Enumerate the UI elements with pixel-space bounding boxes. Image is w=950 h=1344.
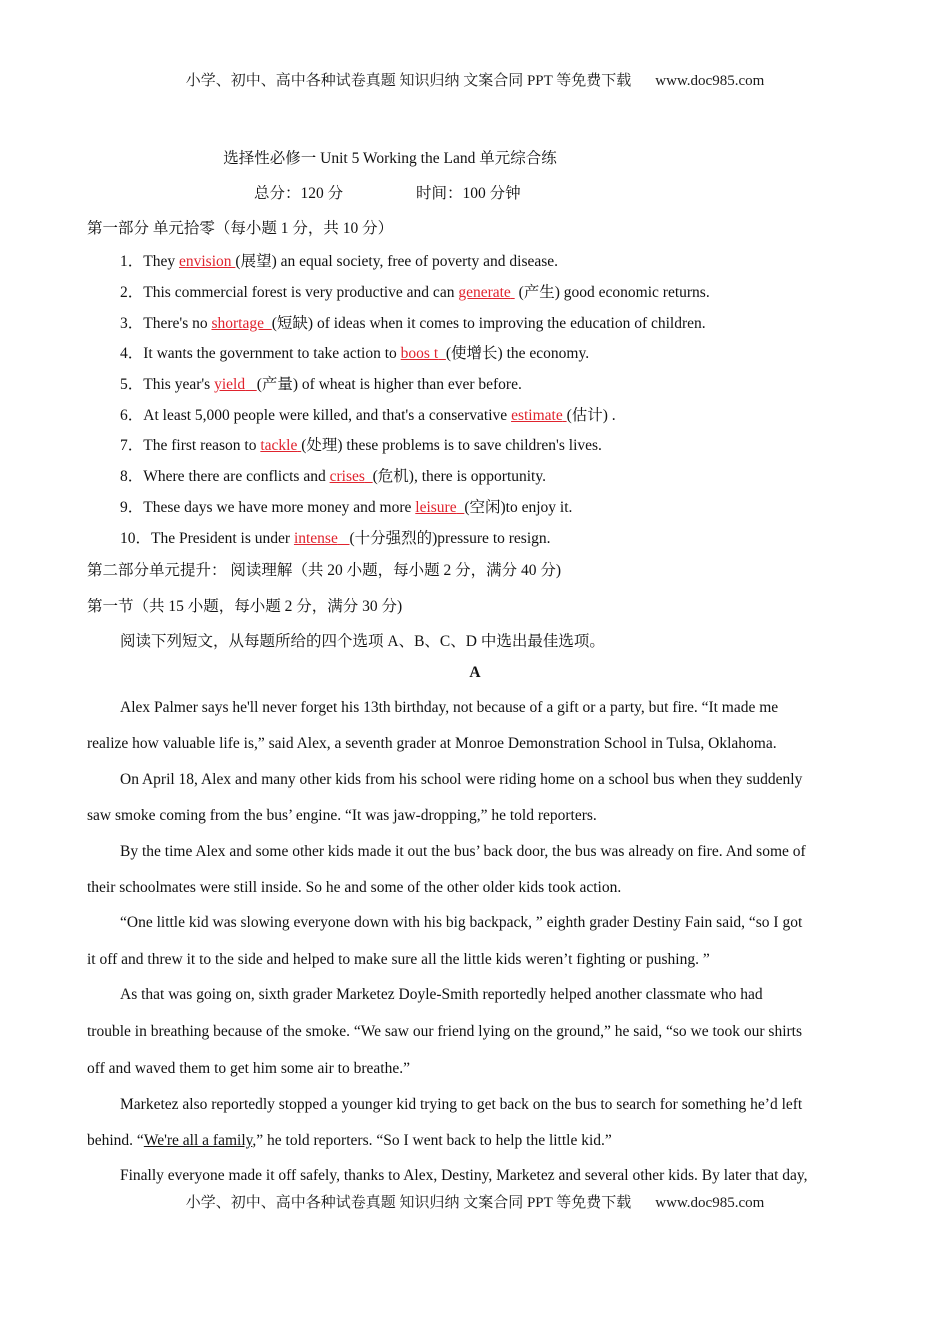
- part1-heading: 第一部分 单元拾零（每小题 1 分，共 10 分）: [87, 220, 394, 237]
- item-number: 7．: [120, 437, 144, 454]
- watermark-text: 小学、初中、高中各种试卷真题 知识归纳 文案合同 PPT 等免费下载: [185, 1195, 632, 1211]
- item-blank: [365, 468, 373, 485]
- passage-line-behind: [87, 1132, 864, 1150]
- line-behind-post: ,” he told reporters. “So I went back to help the little kid.”: [252, 1132, 612, 1149]
- vocab-item: [120, 403, 616, 425]
- reading-instruction: 阅读下列短文，从每题所给的四个选项 A、B、C、D 中选出最佳选项。: [120, 633, 605, 650]
- vocab-item: [120, 495, 572, 517]
- item-text-before: It wants the government to take action to: [143, 345, 401, 362]
- item-text-after: (处理) these problems is to save children's lives.: [301, 437, 602, 454]
- vocab-item: [120, 280, 710, 302]
- passage-line: realize how valuable life is,” said Alex, a seventh grader at Monroe Demonstration School in Tulsa, Oklahoma.: [87, 735, 777, 752]
- passage-last-line: Finally everyone made it off safely, thanks to Alex, Destiny, Marketez and several other kids. By later that day,: [120, 1167, 808, 1184]
- item-text-before: There's no: [143, 315, 212, 332]
- document-title: 选择性必修一 Unit 5 Working the Land 单元综合练: [223, 150, 557, 167]
- passage-label: A: [469, 664, 481, 681]
- passage-line: saw smoke coming from the bus’ engine. “It was jaw-dropping,” he told reporters.: [87, 807, 597, 824]
- item-answer: boos t: [400, 345, 439, 362]
- passage-line: Marketez also reportedly stopped a younger kid trying to get back on the bus to search for something he’d left: [120, 1096, 803, 1113]
- item-text-after: (空闲)to enjoy it.: [464, 499, 573, 516]
- passage-line: Alex Palmer says he'll never forget his 13th birthday, not because of a gift or a party, but fire. “It made me: [120, 699, 779, 716]
- vocab-item: [120, 249, 558, 271]
- item-number: 3．: [120, 315, 144, 332]
- vocab-item: [120, 372, 522, 394]
- item-text-after: (产量) of wheat is higher than ever before.: [256, 376, 522, 393]
- item-number: 1．: [120, 253, 144, 270]
- passage-line: On April 18, Alex and many other kids from his school were riding home on a school bus when they suddenly: [120, 771, 803, 788]
- vocab-item: [120, 341, 589, 363]
- item-number: 8．: [120, 468, 144, 485]
- passage-line: As that was going on, sixth grader Marketez Doyle-Smith reportedly helped another classmate who had: [120, 986, 763, 1003]
- item-blank: [264, 315, 272, 332]
- vocab-item: [120, 311, 706, 333]
- passage-line: their schoolmates were still inside. So he and some of the other older kids took action.: [87, 879, 622, 896]
- time-limit: 时间：100 分钟: [416, 185, 521, 202]
- item-text-after: (危机), there is opportunity.: [372, 468, 546, 485]
- item-text-before: The President is under: [151, 530, 294, 547]
- item-answer: leisure: [415, 499, 457, 516]
- item-answer: crises: [329, 468, 365, 485]
- item-text-before: These days we have more money and more: [143, 499, 416, 516]
- item-text-after: (短缺) of ideas when it comes to improving the education of children.: [271, 315, 706, 332]
- item-text-before: This year's: [143, 376, 215, 393]
- total-score: 总分：120 分: [254, 185, 344, 202]
- watermark-url[interactable]: www.doc985.com: [655, 73, 765, 89]
- item-number: 9．: [120, 499, 144, 516]
- watermark-url[interactable]: www.doc985.com: [655, 1195, 765, 1211]
- item-answer: shortage: [211, 315, 264, 332]
- item-answer: yield: [214, 376, 246, 393]
- item-answer: intense: [293, 530, 338, 547]
- item-text-before: They: [143, 253, 179, 270]
- item-text-before: At least 5,000 people were killed, and that's a conservative: [143, 407, 512, 424]
- passage-line: trouble in breathing because of the smoke. “We saw our friend lying on the ground,” he said, “so we took our shirts: [87, 1023, 803, 1040]
- item-answer: tackle: [260, 437, 298, 454]
- item-text-after: (十分强烈的)pressure to resign.: [349, 530, 551, 547]
- line-behind-pre: behind. “: [87, 1132, 144, 1149]
- header-watermark: [0, 69, 950, 90]
- part2-heading: 第二部分单元提升： 阅读理解（共 20 小题，每小题 2 分，满分 40 分): [87, 562, 562, 579]
- item-text-before: The first reason to: [143, 437, 261, 454]
- item-number: 10．: [120, 530, 152, 547]
- item-number: 4．: [120, 345, 144, 362]
- underlined-phrase: We're all a family: [143, 1132, 253, 1149]
- item-blank: [338, 530, 350, 547]
- passage-line: it off and threw it to the side and helped to make sure all the little kids weren’t fighting or pushing. ”: [87, 951, 710, 968]
- item-text-after: (使增长) the economy.: [445, 345, 590, 362]
- item-answer: generate: [458, 284, 511, 301]
- passage-line: “One little kid was slowing everyone down with his big backpack, ” eighth grader Destiny Fain said, “so I got: [120, 914, 803, 931]
- item-text-after: (展望) an equal society, free of poverty and disease.: [235, 253, 559, 270]
- section1-heading: 第一节（共 15 小题，每小题 2 分，满分 30 分): [87, 598, 403, 615]
- item-number: 5．: [120, 376, 144, 393]
- item-blank: [438, 345, 446, 362]
- item-answer: estimate: [511, 407, 563, 424]
- item-text-before: Where there are conflicts and: [143, 468, 330, 485]
- item-answer: envision: [179, 253, 232, 270]
- passage-line: off and waved them to get him some air to breathe.”: [87, 1060, 410, 1077]
- item-text-after: (估计) .: [566, 407, 616, 424]
- vocab-item: [120, 433, 602, 455]
- vocab-item: [120, 526, 551, 548]
- item-text-after: (产生) good economic returns.: [514, 284, 710, 301]
- vocab-item: [120, 464, 546, 486]
- watermark-text: 小学、初中、高中各种试卷真题 知识归纳 文案合同 PPT 等免费下载: [185, 73, 632, 89]
- footer-watermark: [0, 1191, 950, 1212]
- item-number: 2．: [120, 284, 144, 301]
- item-blank: [245, 376, 257, 393]
- item-number: 6．: [120, 407, 144, 424]
- item-text-before: This commercial forest is very productive and can: [143, 284, 459, 301]
- passage-line: By the time Alex and some other kids made it out the bus’ back door, the bus was already on fire. And some of: [120, 843, 806, 860]
